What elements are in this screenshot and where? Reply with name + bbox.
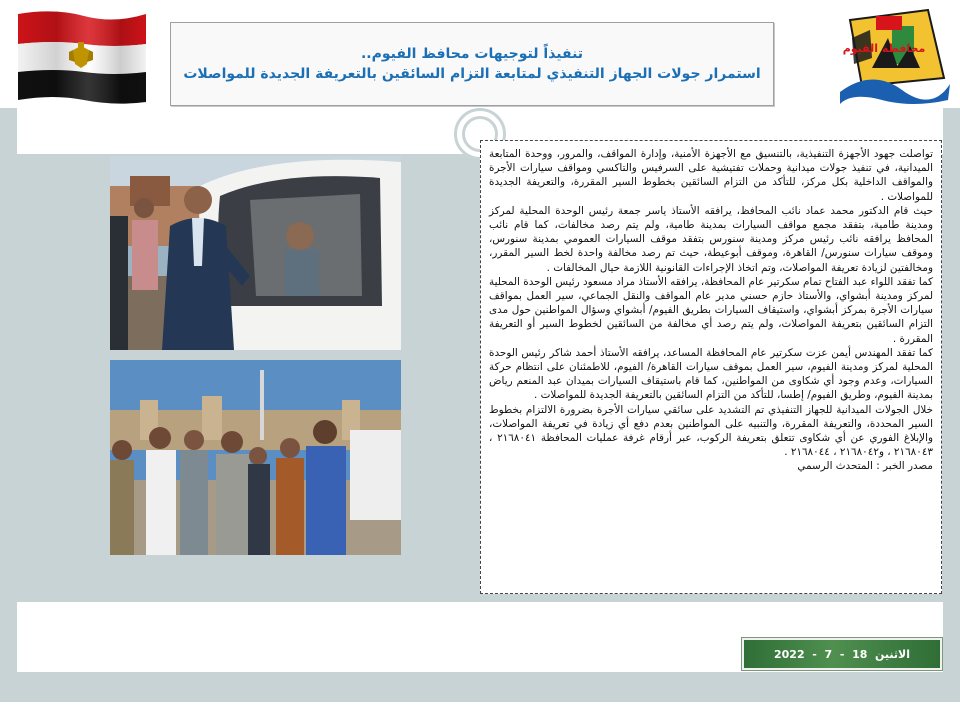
article-paragraph: كما تفقد المهندس أيمن عزت سكرتير عام المحافظة المساعد، يرافقه الأستاذ أحمد شاكر رئيس الوحدة المحلية لمركز ومدينة الفيوم، سير العمل بموقف سيارات القاهرة/ الفيوم، للاطمئنان على انتظام حركة السيارات، وعدم وجود أي شكاوى من المواطنين، كما قام باستيقاف السيارات بميدان عبد المنعم رياض بمدينة الفيوم، وطريق الفيوم/ إطسا، للتأكد من التزام السائقين بالتعريفة الجديدة للمواصلات . xyxy=(489,346,933,402)
egypt-flag xyxy=(14,8,148,106)
date-text: الاثنين 18 - 7 - 2022 xyxy=(774,647,911,661)
article-paragraph: خلال الجولات الميدانية للجهاز التنفيذي تم التشديد على سائقي سيارات الأجرة بضرورة الالتزام بخطوط السير المحددة، والتعريفة المقررة، والتنبيه على المواطنين بعدم دفع أي زيادة في تعريفة المواصلات، والإبلاغ الفوري عن أي شكاوى تتعلق بتعريفة الركوب، عبر أرقام غرفة عمليات المحافظة ٢١٦٨٠٤١ ، ٢١٦٨٠٤٣ ، و٢١٦٨٠٤٢ ، ٢١٦٨٠٤٤ . xyxy=(489,403,933,459)
article-text-card xyxy=(480,140,942,594)
photo-inspection-group xyxy=(110,360,401,555)
article-paragraph: تواصلت جهود الأجهزة التنفيذية، بالتنسيق مع الأجهزة الأمنية، وإدارة المواقف، والمرور، ووحدة المتابعة الميدانية، في تنفيذ جولات ميدانية وحملات تفتيشية على السرفيس والتاكسي ومواقف سيارات الأجرة والمواقف الداخلية بكل مركز، للتأكد من التزام السائقين بخطوط السير المقررة، والتعريفة الجديدة للمواصلات . xyxy=(489,148,933,203)
frame-right-bar xyxy=(943,108,960,720)
frame-bottom-band xyxy=(17,672,943,702)
logo-text: محافظة الفيوم xyxy=(842,42,926,55)
frame-bottom-strip xyxy=(0,702,960,720)
photo-inspection-microbus xyxy=(110,156,401,350)
article-paragraph: كما تفقد اللواء عبد الفتاح تمام سكرتير عام المحافظة، يرافقه الأستاذ مراد مسعود رئيس الوحدة المحلية لمركز ومدينة أبشواي، والأستاذ حازم حسني مدير عام المواقف والنقل الجماعي، سير العمل بمواقف سيارات الأجرة بمركز أبشواي، واستيقاف السيارات بطريق الفيوم/ أبشواي وسؤال المواطنين حول مدى التزام السائقين بتعريفة المواصلات، ولم يتم رصد أي مخالفة من السائقين لخطوط السير أو التعريفة المقررة . xyxy=(489,275,933,345)
frame-left-bar xyxy=(0,108,17,720)
headline-line-2: استمرار جولات الجهاز التنفيذي لمتابعة التزام السائقين بالتعريفة الجديدة للمواصلات xyxy=(183,66,761,82)
fayoum-governorate-logo xyxy=(832,8,954,108)
headline-box xyxy=(170,22,774,106)
article-paragraph: حيث قام الدكتور محمد عماد نائب المحافظ، يرافقه الأستاذ ياسر جمعة رئيس الوحدة المحلية لمركز ومدينة طامية، بتفقد مجمع مواقف السيارات بمدينة طامية، ولم يتم رصد مخالفات، كما قام نائب المحافظ يرافقه نائب رئيس مركز ومدينة سنورس بتفقد موقف السيارات العمومي بمدينة سنورس، وموقف سيارات سنورس/ القاهرة، وموقف أبوعيطة، حيث تم رصد مخالفة واحدة لخط السير المقرر، ومخالفتين لزيادة تعريفة المواصلات، وتم اتخاذ الإجراءات القانونية اللازمة حيال المخالفات . xyxy=(489,204,933,274)
article-source: مصدر الخبر : المتحدث الرسمي xyxy=(797,460,933,473)
headline-line-1: تنفيذاً لتوجيهات محافظ الفيوم.. xyxy=(360,46,584,62)
date-banner xyxy=(742,638,942,670)
